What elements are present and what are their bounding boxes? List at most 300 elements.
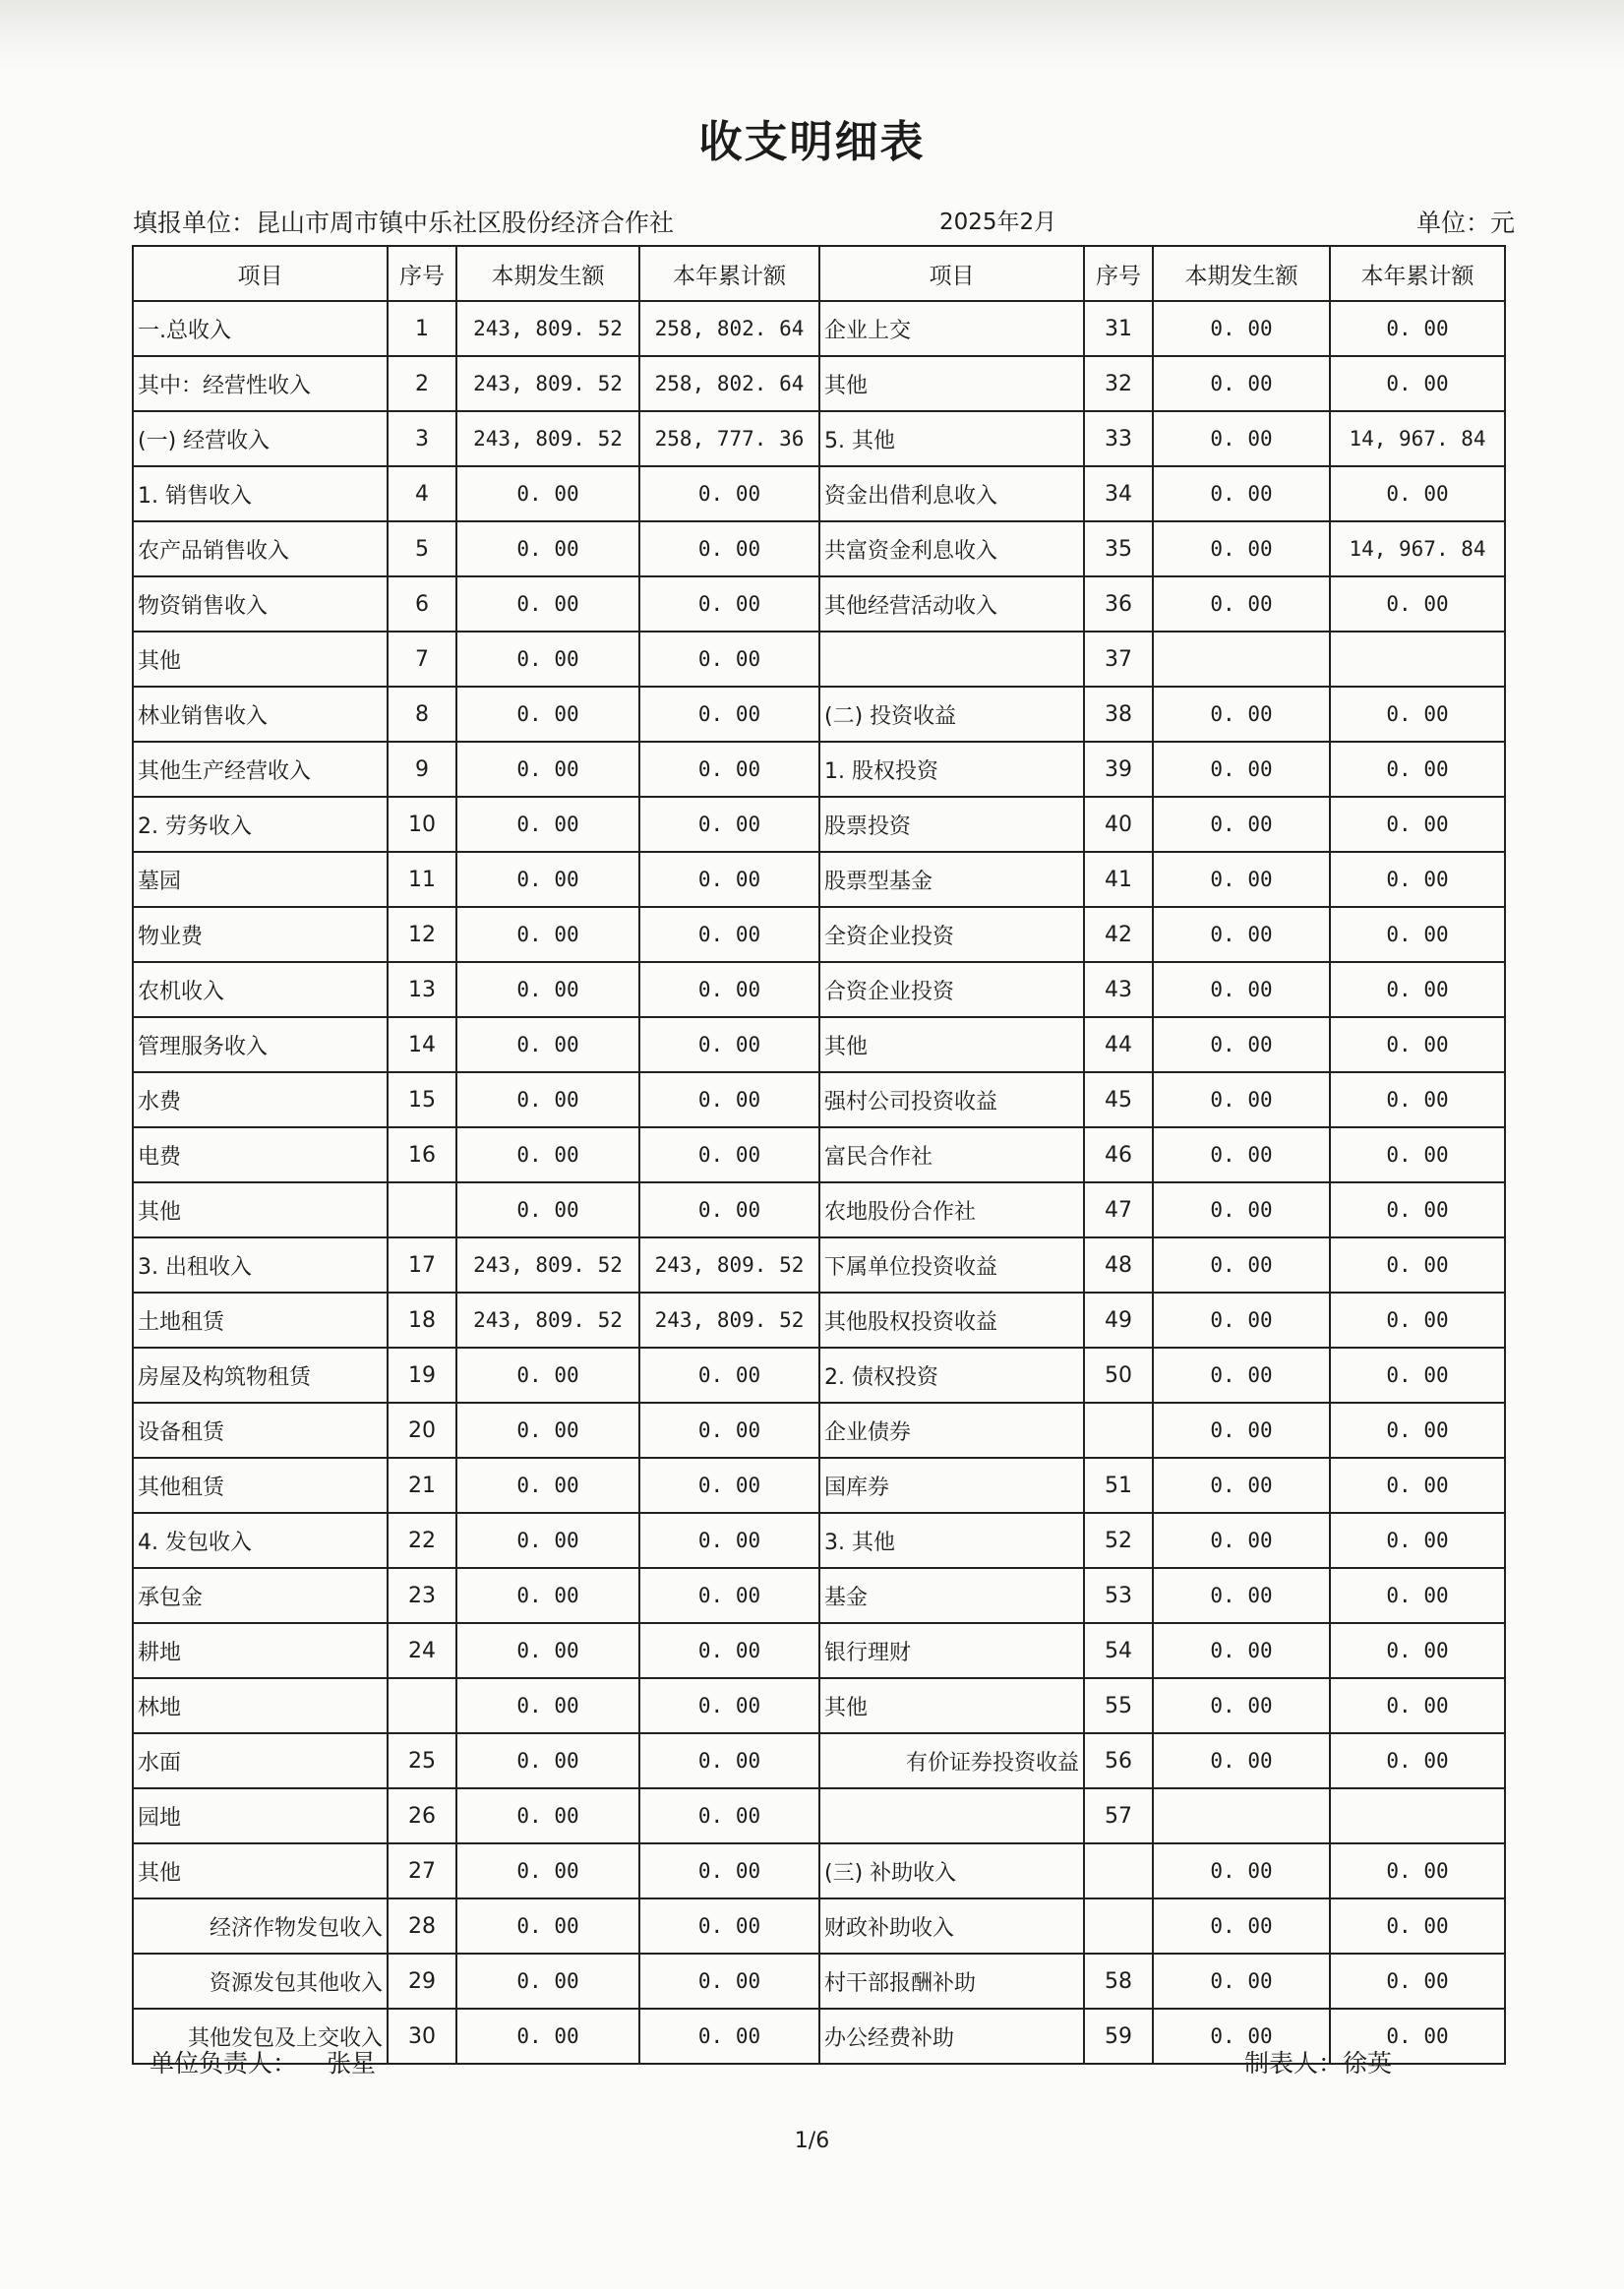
seq-number-right: 44 [1084,1017,1153,1072]
item-name-right: 基金 [819,1568,1084,1623]
item-name-left: 房屋及构筑物租赁 [133,1348,388,1403]
table-row [133,1568,1505,1623]
item-name-left: 一.总收入 [133,301,388,356]
ytd-amount-right: 0. 00 [1330,962,1505,1017]
table-row [133,1127,1505,1182]
seq-number-left: 8 [388,687,456,742]
ytd-amount-left: 0. 00 [639,907,819,962]
seq-number-right: 54 [1084,1623,1153,1678]
table-row [133,1898,1505,1954]
current-amount-right: 0. 00 [1153,687,1330,742]
ytd-amount-left: 0. 00 [639,1072,819,1127]
item-name-right: 其他 [819,1678,1084,1733]
item-name-left: 其他租赁 [133,1458,388,1513]
current-amount-left: 243, 809. 52 [456,411,639,466]
ytd-amount-left: 0. 00 [639,1623,819,1678]
table-row [133,1678,1505,1733]
current-amount-left: 243, 809. 52 [456,1237,639,1293]
ytd-amount-right [1330,1788,1505,1843]
ytd-amount-left: 0. 00 [639,1568,819,1623]
current-amount-right: 0. 00 [1153,1843,1330,1898]
seq-number-right: 33 [1084,411,1153,466]
current-amount-left: 0. 00 [456,1898,639,1954]
seq-number-right: 36 [1084,576,1153,632]
current-amount-right: 0. 00 [1153,301,1330,356]
seq-number-left [388,1678,456,1733]
seq-number-right: 32 [1084,356,1153,411]
current-amount-right: 0. 00 [1153,466,1330,521]
ytd-amount-left: 0. 00 [639,1513,819,1568]
seq-number-right: 50 [1084,1348,1153,1403]
item-name-left: 设备租赁 [133,1403,388,1458]
item-name-right: 合资企业投资 [819,962,1084,1017]
item-name-left: 电费 [133,1127,388,1182]
scan-edge-shadow [0,0,1624,69]
current-amount-right: 0. 00 [1153,797,1330,852]
item-name-left: 经济作物发包收入 [133,1898,388,1954]
table-row [133,1513,1505,1568]
item-name-right: 共富资金利息收入 [819,521,1084,576]
seq-number-left: 3 [388,411,456,466]
item-name-left: 3. 出租收入 [133,1237,388,1293]
current-amount-left: 243, 809. 52 [456,356,639,411]
current-amount-right: 0. 00 [1153,962,1330,1017]
ytd-amount-left: 243, 809. 52 [639,1237,819,1293]
seq-number-left: 27 [388,1843,456,1898]
ytd-amount-right: 0. 00 [1330,907,1505,962]
current-amount-left: 0. 00 [456,521,639,576]
item-name-left: 承包金 [133,1568,388,1623]
seq-number-left: 30 [388,2009,456,2064]
ytd-amount-left: 0. 00 [639,1843,819,1898]
seq-number-left: 24 [388,1623,456,1678]
unit-leader-name: 张星 [327,2049,377,2078]
item-name-right: 其他股权投资收益 [819,1293,1084,1348]
table-row [133,962,1505,1017]
seq-number-right: 41 [1084,852,1153,907]
item-name-right: 资金出借利息收入 [819,466,1084,521]
col-header-ytd-left: 本年累计额 [639,246,819,301]
item-name-left: 管理服务收入 [133,1017,388,1072]
seq-number-left: 22 [388,1513,456,1568]
current-amount-right: 0. 00 [1153,2009,1330,2064]
current-amount-left: 0. 00 [456,687,639,742]
seq-number-left: 28 [388,1898,456,1954]
ytd-amount-left: 0. 00 [639,466,819,521]
current-amount-left: 0. 00 [456,1127,639,1182]
item-name-left: 其中：经营性收入 [133,356,388,411]
item-name-right: 银行理财 [819,1623,1084,1678]
item-name-right: 有价证券投资收益 [819,1733,1084,1788]
table-row [133,1017,1505,1072]
current-amount-left: 0. 00 [456,1678,639,1733]
seq-number-right: 40 [1084,797,1153,852]
item-name-right: 企业债券 [819,1403,1084,1458]
ytd-amount-right: 0. 00 [1330,2009,1505,2064]
seq-number-right: 42 [1084,907,1153,962]
item-name-right: 2. 债权投资 [819,1348,1084,1403]
item-name-left: 墓园 [133,852,388,907]
table-row [133,1458,1505,1513]
ytd-amount-left: 0. 00 [639,1954,819,2009]
item-name-left: 耕地 [133,1623,388,1678]
ytd-amount-right: 0. 00 [1330,1458,1505,1513]
current-amount-right: 0. 00 [1153,1403,1330,1458]
current-amount-left: 0. 00 [456,466,639,521]
income-expense-table [132,245,1506,2065]
current-amount-right: 0. 00 [1153,907,1330,962]
item-name-left: 其他生产经营收入 [133,742,388,797]
ytd-amount-left: 0. 00 [639,1458,819,1513]
current-amount-right: 0. 00 [1153,356,1330,411]
ytd-amount-right: 0. 00 [1330,466,1505,521]
current-amount-right: 0. 00 [1153,1513,1330,1568]
seq-number-left: 21 [388,1458,456,1513]
seq-number-left: 5 [388,521,456,576]
col-header-seq-right: 序号 [1084,246,1153,301]
current-amount-left: 0. 00 [456,1513,639,1568]
seq-number-right: 38 [1084,687,1153,742]
current-amount-left: 0. 00 [456,1843,639,1898]
seq-number-left: 20 [388,1403,456,1458]
current-amount-left: 0. 00 [456,1348,639,1403]
item-name-right: 股票投资 [819,797,1084,852]
item-name-right: 财政补助收入 [819,1898,1084,1954]
ytd-amount-left: 0. 00 [639,962,819,1017]
item-name-right: 国库券 [819,1458,1084,1513]
item-name-right [819,1788,1084,1843]
ytd-amount-left: 0. 00 [639,521,819,576]
item-name-left: (一) 经营收入 [133,411,388,466]
seq-number-right: 56 [1084,1733,1153,1788]
item-name-right: 富民合作社 [819,1127,1084,1182]
seq-number-left: 9 [388,742,456,797]
seq-number-left: 25 [388,1733,456,1788]
ytd-amount-right: 0. 00 [1330,1843,1505,1898]
ytd-amount-right: 0. 00 [1330,1072,1505,1127]
item-name-right: 1. 股权投资 [819,742,1084,797]
ytd-amount-left: 0. 00 [639,1733,819,1788]
seq-number-right: 58 [1084,1954,1153,2009]
current-amount-right: 0. 00 [1153,1237,1330,1293]
item-name-left: 农机收入 [133,962,388,1017]
ytd-amount-left: 258, 777. 36 [639,411,819,466]
seq-number-right: 47 [1084,1182,1153,1237]
ytd-amount-left: 0. 00 [639,797,819,852]
item-name-right: 村干部报酬补助 [819,1954,1084,2009]
ytd-amount-right: 0. 00 [1330,356,1505,411]
ytd-amount-right: 14, 967. 84 [1330,521,1505,576]
ytd-amount-right: 0. 00 [1330,1182,1505,1237]
item-name-right [819,632,1084,687]
table-row [133,1072,1505,1127]
current-amount-right: 0. 00 [1153,1348,1330,1403]
seq-number-left: 13 [388,962,456,1017]
table-row [133,1348,1505,1403]
seq-number-right: 34 [1084,466,1153,521]
ytd-amount-left: 0. 00 [639,742,819,797]
seq-number-left: 19 [388,1348,456,1403]
ytd-amount-left: 243, 809. 52 [639,1293,819,1348]
col-header-ytd-right: 本年累计额 [1330,246,1505,301]
ytd-amount-right: 14, 967. 84 [1330,411,1505,466]
col-header-current-left: 本期发生额 [456,246,639,301]
current-amount-right: 0. 00 [1153,1293,1330,1348]
ytd-amount-right: 0. 00 [1330,1127,1505,1182]
seq-number-left: 7 [388,632,456,687]
table-row [133,466,1505,521]
item-name-left: 土地租赁 [133,1293,388,1348]
current-amount-right: 0. 00 [1153,1458,1330,1513]
item-name-left: 其他发包及上交收入 [133,2009,388,2064]
item-name-left: 其他 [133,1843,388,1898]
table-row [133,1954,1505,2009]
seq-number-right: 49 [1084,1293,1153,1348]
table-row [133,411,1505,466]
current-amount-left: 0. 00 [456,1788,639,1843]
seq-number-right: 43 [1084,962,1153,1017]
item-name-right: (三) 补助收入 [819,1843,1084,1898]
table-row [133,1733,1505,1788]
ytd-amount-right: 0. 00 [1330,1898,1505,1954]
ytd-amount-right: 0. 00 [1330,1017,1505,1072]
table-row [133,1788,1505,1843]
table-row [133,1182,1505,1237]
item-name-left: 物资销售收入 [133,576,388,632]
ytd-amount-right: 0. 00 [1330,1733,1505,1788]
current-amount-right: 0. 00 [1153,1954,1330,2009]
current-amount-left: 0. 00 [456,742,639,797]
table-row [133,742,1505,797]
table-row [133,852,1505,907]
seq-number-left: 26 [388,1788,456,1843]
item-name-left: 其他 [133,632,388,687]
ytd-amount-left: 258, 802. 64 [639,356,819,411]
current-amount-left: 0. 00 [456,576,639,632]
item-name-left: 水面 [133,1733,388,1788]
item-name-right: 农地股份合作社 [819,1182,1084,1237]
ytd-amount-left: 0. 00 [639,1403,819,1458]
reporting-unit: 填报单位：昆山市周市镇中乐社区股份经济合作社 [133,209,675,237]
col-header-seq-left: 序号 [388,246,456,301]
current-amount-right: 0. 00 [1153,521,1330,576]
col-header-current-right: 本期发生额 [1153,246,1330,301]
item-name-left: 林业销售收入 [133,687,388,742]
ytd-amount-right: 0. 00 [1330,1513,1505,1568]
item-name-left: 1. 销售收入 [133,466,388,521]
table-row [133,687,1505,742]
seq-number-left: 4 [388,466,456,521]
table-row [133,521,1505,576]
item-name-left: 农产品销售收入 [133,521,388,576]
ytd-amount-right: 0. 00 [1330,852,1505,907]
seq-number-right: 45 [1084,1072,1153,1127]
item-name-right: 企业上交 [819,301,1084,356]
seq-number-left [388,1182,456,1237]
current-amount-right: 0. 00 [1153,576,1330,632]
table-maker-label: 制表人： [1244,2049,1344,2078]
table-row [133,356,1505,411]
item-name-right: 5. 其他 [819,411,1084,466]
current-amount-right: 0. 00 [1153,742,1330,797]
item-name-left: 物业费 [133,907,388,962]
table-row [133,301,1505,356]
item-name-right: 办公经费补助 [819,2009,1084,2064]
table-row [133,1293,1505,1348]
ytd-amount-left: 0. 00 [639,632,819,687]
current-amount-left: 0. 00 [456,632,639,687]
ytd-amount-right: 0. 00 [1330,576,1505,632]
ytd-amount-right: 0. 00 [1330,742,1505,797]
item-name-right: 3. 其他 [819,1513,1084,1568]
current-amount-right [1153,1788,1330,1843]
table-row [133,907,1505,962]
ytd-amount-right [1330,632,1505,687]
unit-leader-label: 单位负责人： [150,2049,298,2078]
current-amount-right: 0. 00 [1153,1568,1330,1623]
page-title: 收支明细表 [698,117,926,167]
current-amount-right: 0. 00 [1153,852,1330,907]
current-amount-left: 0. 00 [456,1623,639,1678]
current-amount-left: 0. 00 [456,1072,639,1127]
current-amount-left: 0. 00 [456,1182,639,1237]
current-amount-right: 0. 00 [1153,1127,1330,1182]
seq-number-right [1084,1843,1153,1898]
ytd-amount-left: 0. 00 [639,1678,819,1733]
item-name-right: 股票型基金 [819,852,1084,907]
ytd-amount-left: 0. 00 [639,1348,819,1403]
ytd-amount-right: 0. 00 [1330,1403,1505,1458]
item-name-right: 其他 [819,356,1084,411]
seq-number-right: 53 [1084,1568,1153,1623]
current-amount-right: 0. 00 [1153,1678,1330,1733]
seq-number-left: 16 [388,1127,456,1182]
ytd-amount-left: 258, 802. 64 [639,301,819,356]
seq-number-right [1084,1403,1153,1458]
seq-number-left: 2 [388,356,456,411]
table-row [133,1843,1505,1898]
current-amount-left: 0. 00 [456,1458,639,1513]
item-name-left: 林地 [133,1678,388,1733]
ytd-amount-left: 0. 00 [639,1017,819,1072]
seq-number-left: 18 [388,1293,456,1348]
page-number: 1/6 [794,2129,830,2153]
table-maker [1244,2044,1392,2079]
current-amount-left: 243, 809. 52 [456,301,639,356]
current-amount-left: 0. 00 [456,797,639,852]
ytd-amount-right: 0. 00 [1330,301,1505,356]
seq-number-right: 46 [1084,1127,1153,1182]
seq-number-left: 17 [388,1237,456,1293]
current-amount-right: 0. 00 [1153,411,1330,466]
seq-number-right: 51 [1084,1458,1153,1513]
current-amount-left: 0. 00 [456,1568,639,1623]
ytd-amount-left: 0. 00 [639,576,819,632]
seq-number-right: 59 [1084,2009,1153,2064]
table-row [133,797,1505,852]
seq-number-left: 1 [388,301,456,356]
seq-number-right [1084,1898,1153,1954]
item-name-right: 下属单位投资收益 [819,1237,1084,1293]
current-amount-right: 0. 00 [1153,1733,1330,1788]
ytd-amount-right: 0. 00 [1330,1568,1505,1623]
seq-number-right: 52 [1084,1513,1153,1568]
ytd-amount-right: 0. 00 [1330,1678,1505,1733]
current-amount-right: 0. 00 [1153,1182,1330,1237]
current-amount-left: 0. 00 [456,1733,639,1788]
seq-number-right: 31 [1084,301,1153,356]
item-name-left: 4. 发包收入 [133,1513,388,1568]
current-amount-right [1153,632,1330,687]
ytd-amount-left: 0. 00 [639,1788,819,1843]
item-name-right: (二) 投资收益 [819,687,1084,742]
item-name-right: 其他经营活动收入 [819,576,1084,632]
ytd-amount-right: 0. 00 [1330,1954,1505,2009]
seq-number-right: 35 [1084,521,1153,576]
ytd-amount-left: 0. 00 [639,2009,819,2064]
ytd-amount-right: 0. 00 [1330,687,1505,742]
ytd-amount-right: 0. 00 [1330,1237,1505,1293]
current-amount-left: 0. 00 [456,907,639,962]
ytd-amount-left: 0. 00 [639,852,819,907]
report-period: 2025年2月 [939,210,1057,235]
ytd-amount-left: 0. 00 [639,687,819,742]
item-name-right: 强村公司投资收益 [819,1072,1084,1127]
current-amount-left: 0. 00 [456,2009,639,2064]
item-name-left: 水费 [133,1072,388,1127]
current-amount-left: 0. 00 [456,1954,639,2009]
item-name-left: 其他 [133,1182,388,1237]
current-amount-left: 0. 00 [456,962,639,1017]
item-name-right: 全资企业投资 [819,907,1084,962]
table-row [133,1237,1505,1293]
col-header-item-left: 项目 [133,246,388,301]
ytd-amount-left: 0. 00 [639,1127,819,1182]
ytd-amount-left: 0. 00 [639,1182,819,1237]
current-amount-left: 243, 809. 52 [456,1293,639,1348]
current-amount-left: 0. 00 [456,1017,639,1072]
ytd-amount-right: 0. 00 [1330,797,1505,852]
seq-number-right: 48 [1084,1237,1153,1293]
ytd-amount-right: 0. 00 [1330,1293,1505,1348]
currency-unit: 单位：元 [1416,209,1516,237]
seq-number-right: 37 [1084,632,1153,687]
seq-number-left: 14 [388,1017,456,1072]
seq-number-left: 10 [388,797,456,852]
item-name-left: 资源发包其他收入 [133,1954,388,2009]
seq-number-left: 12 [388,907,456,962]
item-name-left: 2. 劳务收入 [133,797,388,852]
table-row [133,1403,1505,1458]
current-amount-left: 0. 00 [456,852,639,907]
col-header-item-right: 项目 [819,246,1084,301]
table-header-row [133,246,1505,301]
seq-number-right: 55 [1084,1678,1153,1733]
table-row [133,576,1505,632]
item-name-left: 园地 [133,1788,388,1843]
seq-number-left: 6 [388,576,456,632]
item-name-right: 其他 [819,1017,1084,1072]
table-maker-name: 徐英 [1343,2049,1393,2078]
ytd-amount-left: 0. 00 [639,1898,819,1954]
current-amount-right: 0. 00 [1153,1623,1330,1678]
current-amount-right: 0. 00 [1153,1072,1330,1127]
seq-number-left: 29 [388,1954,456,2009]
table-row [133,632,1505,687]
seq-number-right: 57 [1084,1788,1153,1843]
current-amount-left: 0. 00 [456,1403,639,1458]
ytd-amount-right: 0. 00 [1330,1348,1505,1403]
